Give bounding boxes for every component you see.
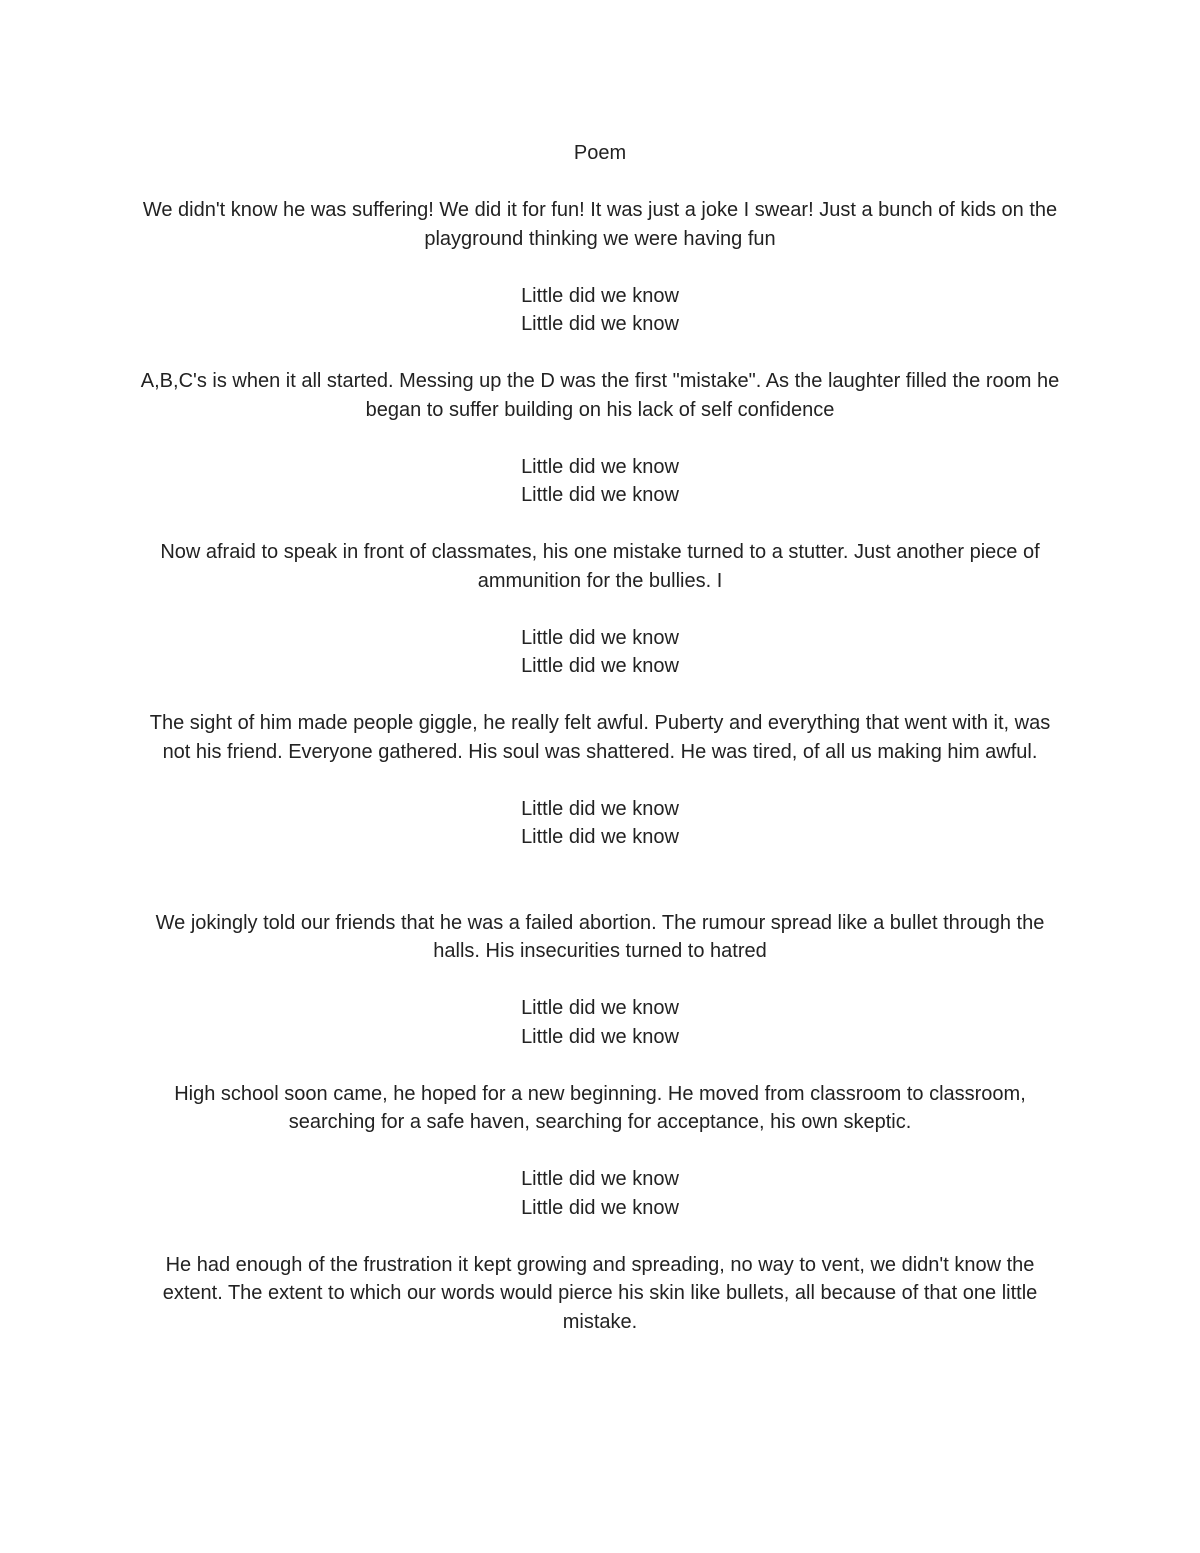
poem-body <box>140 139 1060 1365</box>
stanza-3: Now afraid to speak in front of classmates, his one mistake turned to a stutter. Just another piece of ammunition for the bullies. I <box>160 541 1040 592</box>
refrain-line: Little did we know <box>521 484 679 506</box>
refrain-line: Little did we know <box>521 1196 679 1219</box>
refrain-5 <box>140 994 1060 1051</box>
refrain-4 <box>140 795 1060 852</box>
stanza-1: We didn't know he was suffering! We did it for fun! It was just a joke I swear! Just a bunch of kids on the playground thinking we were having fun <box>142 199 1058 250</box>
refrain-line: Little did we know <box>521 826 679 848</box>
refrain-line: Little did we know <box>521 626 679 649</box>
poem-title: Poem <box>573 142 627 164</box>
refrain-6 <box>140 1165 1060 1222</box>
refrain-line: Little did we know <box>521 997 679 1019</box>
stanza-5: We jokingly told our friends that he was a failed abortion. The rumour spread like a bullet through the halls. His insecurities turned to hatred <box>155 911 1045 962</box>
refrain-line: Little did we know <box>521 284 679 307</box>
refrain-line: Little did we know <box>521 1168 679 1190</box>
refrain-line: Little did we know <box>521 455 679 478</box>
stanza-6: High school soon came, he hoped for a new beginning. He moved from classroom to classroom, searching for a safe haven, searching for acceptance, his own skeptic. <box>174 1082 1026 1133</box>
refrain-2 <box>140 453 1060 510</box>
refrain-line: Little did we know <box>521 1025 679 1048</box>
stanza-2: A,B,C's is when it all started. Messing up the D was the first "mistake". As the laughter filled the room he began to suffer building on his lack of self confidence <box>140 370 1060 421</box>
stanza-7: He had enough of the frustration it kept growing and spreading, no way to vent, we didn't know the extent. The extent to which our words would pierce his skin like bullets, all because of that one little mistake. <box>162 1253 1038 1333</box>
stanza-4: The sight of him made people giggle, he really felt awful. Puberty and everything that went with it, was not his friend. Everyone gathered. His soul was shattered. He was tired, of all us making him awful. <box>149 712 1051 763</box>
refrain-line: Little did we know <box>521 655 679 677</box>
refrain-line: Little did we know <box>521 313 679 335</box>
refrain-line: Little did we know <box>521 797 679 820</box>
refrain-3 <box>140 624 1060 681</box>
refrain-1 <box>140 282 1060 339</box>
